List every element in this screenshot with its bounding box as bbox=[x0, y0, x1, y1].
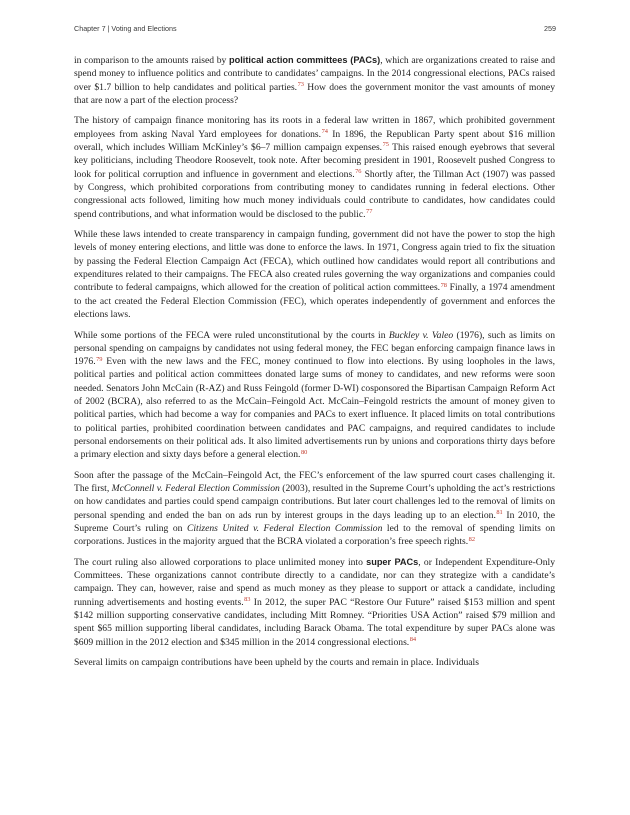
paragraph bbox=[74, 329, 555, 462]
body-text bbox=[74, 54, 555, 677]
paragraph bbox=[74, 228, 555, 321]
text-run: (2003), resulted in the Supreme Court’s upholding the act’s restrictions on how candidates and parties could spend campaign contributions. But later court challenges led to the removal of limits on personal spending and ended the ban on ads run by interest groups in the days leading up to an election. bbox=[74, 483, 555, 521]
footnote-reference[interactable]: 80 bbox=[300, 448, 308, 456]
footnote-reference[interactable]: 74 bbox=[321, 128, 328, 136]
text-run: While some portions of the FECA were ruled unconstitutional by the courts in bbox=[74, 329, 389, 341]
paragraph bbox=[74, 54, 555, 107]
text-run: In 2012, the super PAC “Restore Our Future” raised $153 million and spent $142 million supporting conservative candidates, including Mitt Romney. “Priorities USA Action” raised $79 million and spent $65 million supporting liberal candidates, including Barack Obama. The total expenditure by super PACs alone was $609 million in the 2012 election and $345 million in the 2014 congressional elections. bbox=[74, 596, 555, 648]
key-term: political action committees (PACs) bbox=[229, 55, 381, 65]
case-name: Buckley v. Valeo bbox=[388, 329, 454, 341]
footnote-reference[interactable]: 75 bbox=[382, 141, 389, 149]
footnote-reference[interactable]: 83 bbox=[244, 596, 251, 604]
footnote-reference[interactable]: 76 bbox=[355, 168, 362, 176]
paragraph bbox=[74, 469, 555, 549]
footnote-reference[interactable]: 79 bbox=[96, 355, 103, 363]
case-name: McConnell v. Federal Election Commission bbox=[111, 483, 280, 495]
paragraph bbox=[74, 114, 555, 220]
text-run: The history of campaign finance monitoring has its roots in a federal law written in 1867, which prohibited government employees from asking Naval Yard employees for donations. bbox=[74, 115, 555, 140]
text-run: Soon after the passage of the McCain–Feingold Act, the FEC’s enforcement of the law spurred court cases challenging it. The first, bbox=[74, 469, 555, 495]
footnote-reference[interactable]: 82 bbox=[468, 535, 476, 543]
chapter-title: Chapter 7 | Voting and Elections bbox=[74, 24, 177, 33]
footnote-reference[interactable]: 81 bbox=[496, 509, 503, 517]
paragraph bbox=[74, 556, 555, 649]
text-run: , which are organizations created to raise and spend money to influence politics and contribute to candidates’ campaigns. In the 2014 congressional elections, PACs raised over $1.7 billion to help candidates and political parties. bbox=[74, 55, 555, 93]
text-run: Shortly after, the Tillman Act (1907) was passed by Congress, which prohibited corporations from contributing money to candidates running in federal elections. Other congressional acts followed, limiting how much money individuals could contribute to candidates, how candidates could spend contributions, and what information would be disclosed to the public. bbox=[74, 168, 555, 220]
text-run: This raised enough eyebrows that several key politicians, including Theodore Roosevelt, took note. After becoming president in 1901, Roosevelt pushed Congress to look for political corruption and influence in government and elections. bbox=[74, 142, 555, 180]
paragraph bbox=[74, 656, 555, 669]
text-run: (1976), such as limits on personal spending on campaigns by candidates not using federal money, the FEC began enforcing campaign finance laws in 1976. bbox=[74, 329, 555, 368]
text-run: Finally, a 1974 amendment to the act created the Federal Election Commission (FEC), which operates independently of government and enforces the elections laws. bbox=[74, 282, 555, 320]
text-run: Even with the new laws and the FEC, money continued to flow into elections. By using loopholes in the laws, political parties and political action committees donated large sums of money to candidates, and new reforms were soon needed. Senators John McCain (R-AZ) and Russ Feingold (former D-WI) cosponsored the Bipartisan Campaign Reform Act of 2002 (BCRA), also referred to as the McCain–Feingold Act. McCain–Feingold restricts the amount of money given to political parties, which had become a way for companies and PACs to exert influence. It placed limits on total contributions to political parties, prohibited coordination between candidates and PAC campaigns, and required candidates to include personal endorsements on their political ads. It also limited advertisements run by unions and corporations thirty days before a primary election and sixty days before a general election. bbox=[74, 356, 555, 461]
text-run: While these laws intended to create transparency in campaign funding, government did not have the power to stop the high levels of money entering elections, and little was done to enforce the laws. In 1971, Congress again tried to fix the situation by passing the Federal Election Campaign Act (FECA), which outlined how candidates would report all contributions and expenditures related to their campaigns. The FECA also created rules governing the way organizations and companies could contribute to federal campaigns, which allowed for the creation of political action committees. bbox=[74, 229, 555, 294]
case-name: Citizens United v. Federal Election Commission bbox=[186, 522, 383, 534]
text-run: How does the government monitor the vast amounts of money that are now a part of the election process? bbox=[74, 81, 555, 106]
key-term: super PACs bbox=[366, 556, 419, 567]
text-run: , or Independent Expenditure-Only Committees. These organizations cannot contribute directly to a candidate, nor can they strategize with a candidate’s campaign. They can, however, raise and spend as much money as they please to support or attack a candidate, including running advertisements and hosting events. bbox=[74, 556, 555, 608]
running-header bbox=[74, 24, 556, 33]
footnote-reference[interactable]: 77 bbox=[366, 207, 373, 215]
footnote-reference[interactable]: 84 bbox=[409, 636, 417, 644]
text-run: in comparison to the amounts raised by bbox=[74, 55, 230, 66]
page-number: 259 bbox=[544, 24, 556, 33]
footnote-reference[interactable]: 78 bbox=[440, 281, 447, 289]
footnote-reference[interactable]: 73 bbox=[297, 81, 304, 88]
text-run: Several limits on campaign contributions have been upheld by the courts and remain in place. Individuals bbox=[74, 657, 479, 669]
text-run: led to the removal of spending limits on corporations. Justices in the majority argued that the BCRA violated a corporation’s free speech rights. bbox=[74, 522, 556, 548]
text-run: In 2010, the Supreme Court’s ruling on bbox=[74, 509, 556, 534]
text-run: The court ruling also allowed corporations to place unlimited money into bbox=[74, 556, 367, 568]
text-run: In 1896, the Republican Party spent about $16 million overall, which includes William McKinley’s $6–7 million campaign expenses. bbox=[74, 128, 555, 154]
